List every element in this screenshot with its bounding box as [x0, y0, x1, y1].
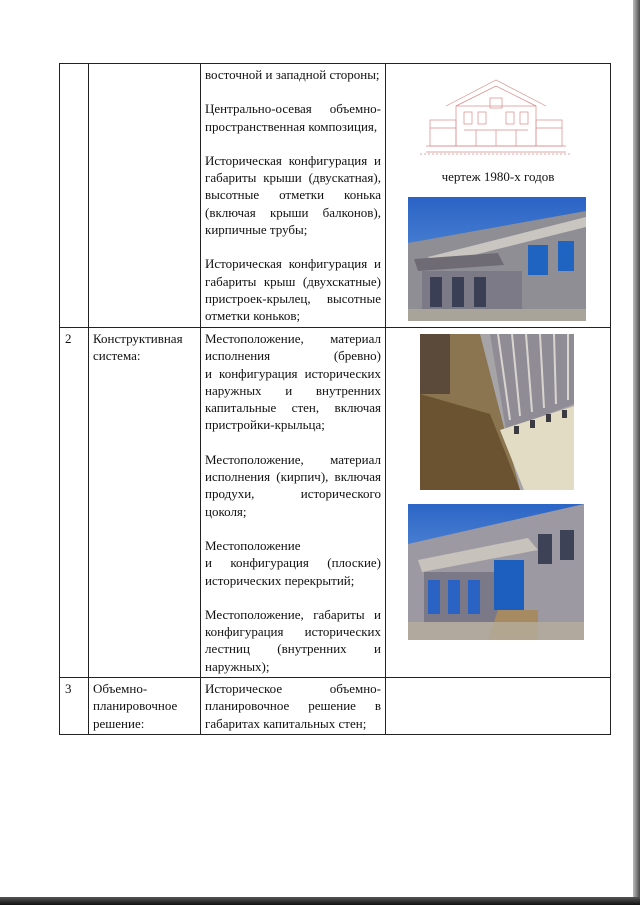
text-line: и конфигурация (плоские)	[205, 555, 381, 571]
text-line: цоколя;	[205, 503, 247, 519]
text-line: Местоположение	[205, 537, 301, 553]
text-line: планировочное решение в	[205, 698, 381, 714]
row-name	[89, 64, 201, 328]
text-line: продухи, исторического	[205, 486, 381, 502]
text-line: пространственная композиция,	[205, 118, 378, 134]
table-row	[60, 678, 611, 735]
text-line: Центрально-осевая объемно-	[205, 101, 381, 117]
paragraph	[205, 606, 381, 675]
text-line: пристройки-крыльца;	[205, 417, 325, 433]
text-line: восточной и западной стороны;	[205, 67, 380, 82]
text-line: лестниц (внутренних и	[205, 641, 381, 657]
text-line: Историческая конфигурация и	[205, 256, 381, 272]
text-line: система:	[93, 348, 141, 364]
heritage-table	[59, 63, 611, 735]
row-name	[89, 328, 201, 678]
row-description	[201, 64, 386, 328]
text-line: отметки коньков;	[205, 308, 301, 324]
text-line: Историческое объемно-	[205, 681, 381, 697]
text-line: и конфигурация исторических	[205, 365, 381, 381]
text-line: наружных);	[205, 658, 270, 674]
row-images	[386, 678, 611, 735]
porch-photo-image	[408, 504, 584, 640]
text-line: исторических перекрытий;	[205, 572, 355, 588]
text-line: наружных и внутренних	[205, 382, 381, 398]
house-photo-image	[408, 197, 586, 321]
text-line: Местоположение, материал	[205, 331, 381, 346]
row-number: 3	[60, 678, 89, 735]
table-row	[60, 328, 611, 678]
paragraph	[205, 152, 381, 238]
row-number	[60, 64, 89, 328]
text-line: конфигурация исторических	[205, 624, 381, 640]
text-line: пристроек-крылец, высотные	[205, 290, 381, 306]
paragraph	[205, 330, 381, 434]
text-line: исполнения (бревно)	[205, 348, 381, 364]
text-line: исполнения (кирпич), включая	[205, 469, 381, 485]
row-description	[201, 678, 386, 735]
table-row	[60, 64, 611, 328]
text-line: планировочное	[93, 698, 178, 714]
page-edge-right	[633, 0, 640, 905]
paragraph	[205, 451, 381, 520]
wall-plinth-photo-image	[420, 334, 574, 490]
paragraph	[205, 537, 381, 589]
row-images	[386, 328, 611, 678]
image-caption: чертеж 1980-х годов	[441, 169, 555, 184]
text-line: Местоположение, габариты и	[205, 606, 381, 622]
facade-drawing-image	[416, 68, 576, 160]
text-line: высотные отметки конька	[205, 187, 381, 203]
text-line: (включая крыши балконов),	[205, 204, 381, 220]
text-line: габаритах капитальных стен;	[205, 715, 367, 731]
row-number: 2	[60, 328, 89, 678]
text-line: кирпичные трубы;	[205, 222, 308, 238]
text-line: решение:	[93, 715, 145, 731]
text-line: габариты крыш (двухскатные)	[205, 273, 381, 289]
text-line: Местоположение, материал	[205, 451, 381, 467]
paragraph	[205, 100, 381, 135]
text-line: Объемно-	[93, 681, 148, 697]
row-images	[386, 64, 611, 328]
paragraph	[205, 255, 381, 324]
text-line: габариты крыши (двускатная),	[205, 170, 381, 186]
row-description	[201, 328, 386, 678]
paragraph	[205, 680, 381, 732]
text-line: Конструктивная	[93, 331, 183, 346]
text-line: Историческая конфигурация и	[205, 152, 381, 168]
page-edge-bottom	[0, 897, 640, 905]
text-line: капитальные стен, включая	[205, 400, 381, 416]
row-name	[89, 678, 201, 735]
paragraph	[205, 66, 381, 83]
